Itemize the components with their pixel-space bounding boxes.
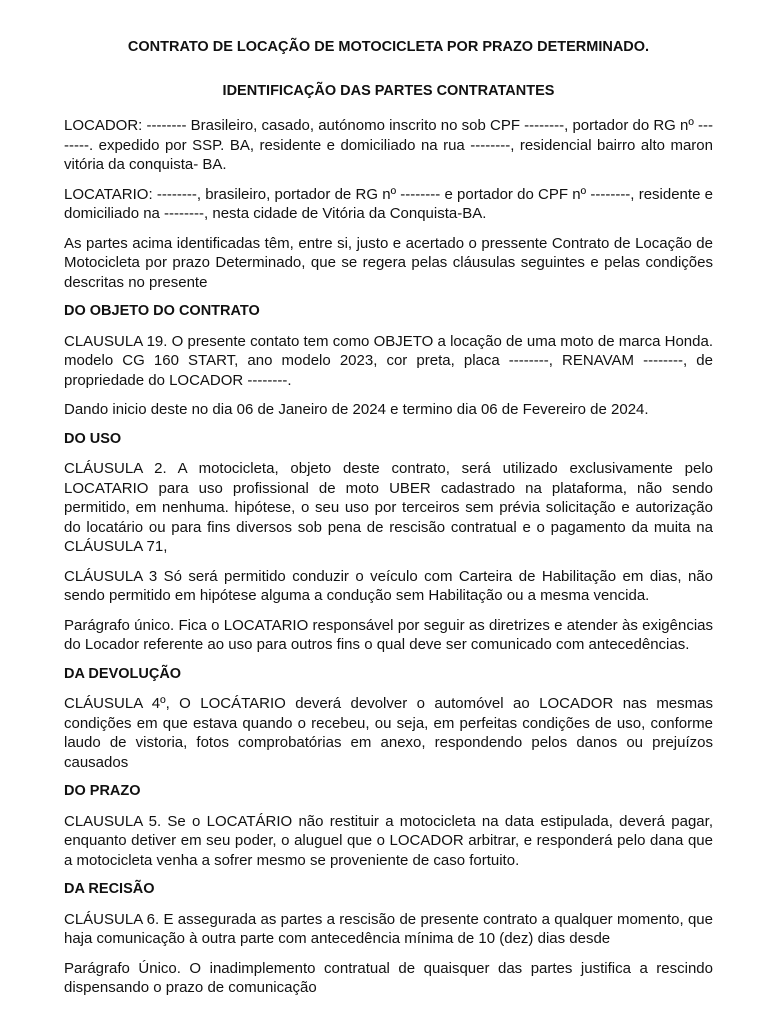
clausula-2-paragraph: CLÁUSULA 2. A motocicleta, objeto deste contrato, será utilizado exclusivamente pelo LOCATARIO para uso profissional de moto UBER cadastrado na plataforma, não sendo permitido, em nenhuma. hipótese, o seu uso por terceiros sem prévia solicitação e autorização do locatário ou para fins diversos sob pena de rescisão contratual e o pagamento da muita na CLÁUSULA 71, [64, 460, 713, 555]
parties-heading: IDENTIFICAÇÃO DAS PARTES CONTRATANTES [222, 82, 555, 99]
recisao-paragrafo-unico: Parágrafo Único. O inadimplemento contratual de quaisquer das partes justifica a rescindo dispensando o prazo de comunicação [64, 959, 713, 996]
section-heading-uso: DO USO [64, 430, 122, 447]
uso-paragrafo-unico: Parágrafo único. Fica o LOCATARIO responsável por seguir as diretrizes e atender às exigências do Locador referente ao uso para outros fins o qual deve ser comunicado com antecedências. [64, 616, 713, 653]
clausula-4-paragraph: CLÁUSULA 4º, O LOCÁTARIO deverá devolver o automóvel ao LOCADOR nas mesmas condições em que estava quando o recebeu, ou seja, em perfeitas condições de uso, conforme laudo de vistoria, fotos comprobatórias em anexo, respondendo pelos danos ou prejuízos causados [64, 695, 713, 771]
preamble-paragraph: As partes acima identificadas têm, entre si, justo e acertado o pressente Contrato de Locação de Motocicleta por prazo Determinado, que se regera pelas cláusulas seguintes e pelas condições descritas no presente [64, 234, 713, 291]
clausula-5-paragraph: CLAUSULA 5. Se o LOCATÁRIO não restituir a motocicleta na data estipulada, deverá pagar, enquanto detiver em seu poder, o aluguel que o LOCADOR arbitrar, e responderá pelo dana que a motocicleta venha a sofrer mesmo se proveniente de caso fortuito. [64, 812, 713, 869]
document-title: CONTRATO DE LOCAÇÃO DE MOTOCICLETA POR PRAZO DETERMINADO. [127, 39, 650, 55]
section-heading-recisao: DA RECISÃO [64, 881, 155, 897]
clausula-6-paragraph: CLÁUSULA 6. E assegurada as partes a rescisão de presente contrato a qualquer momento, que haja comunicação à outra parte com antecedência mínima de 10 (dez) dias desde [64, 910, 713, 947]
inicio-paragraph: Dando inicio deste no dia 06 de Janeiro de 2024 e termino dia 06 de Fevereiro de 2024. [64, 401, 649, 418]
section-heading-objeto: DO OBJETO DO CONTRATO [64, 303, 260, 319]
clausula-19-paragraph: CLAUSULA 19. O presente contato tem como OBJETO a locação de uma moto de marca Honda. modelo CG 160 START, ano modelo 2023, cor preta, placa --------, RENAVAM --------, de propriedade do LOCADOR --------. [64, 332, 713, 389]
locatario-paragraph: LOCATARIO: --------, brasileiro, portador de RG nº -------- e portador do CPF nº --------, residente e domiciliado na --------, nesta cidade de Vitória da Conquista-BA. [64, 185, 713, 222]
clausula-3-paragraph: CLÁUSULA 3 Só será permitido conduzir o veículo com Carteira de Habilitação em dias, não sendo permitido em hipótese alguma a condução sem Habilitação ou a mesma vencida. [64, 567, 713, 604]
section-heading-devolucao: DA DEVOLUÇÃO [64, 665, 182, 682]
locador-paragraph: LOCADOR: -------- Brasileiro, casado, autónomo inscrito no sob CPF --------, portador do RG nº --------. expedido por SSP. BA, residente e domiciliado na rua --------, residencial bairro alto maron vitória da conquista- BA. [64, 117, 713, 173]
section-heading-prazo: DO PRAZO [64, 783, 141, 799]
contract-page [64, 38, 713, 1008]
